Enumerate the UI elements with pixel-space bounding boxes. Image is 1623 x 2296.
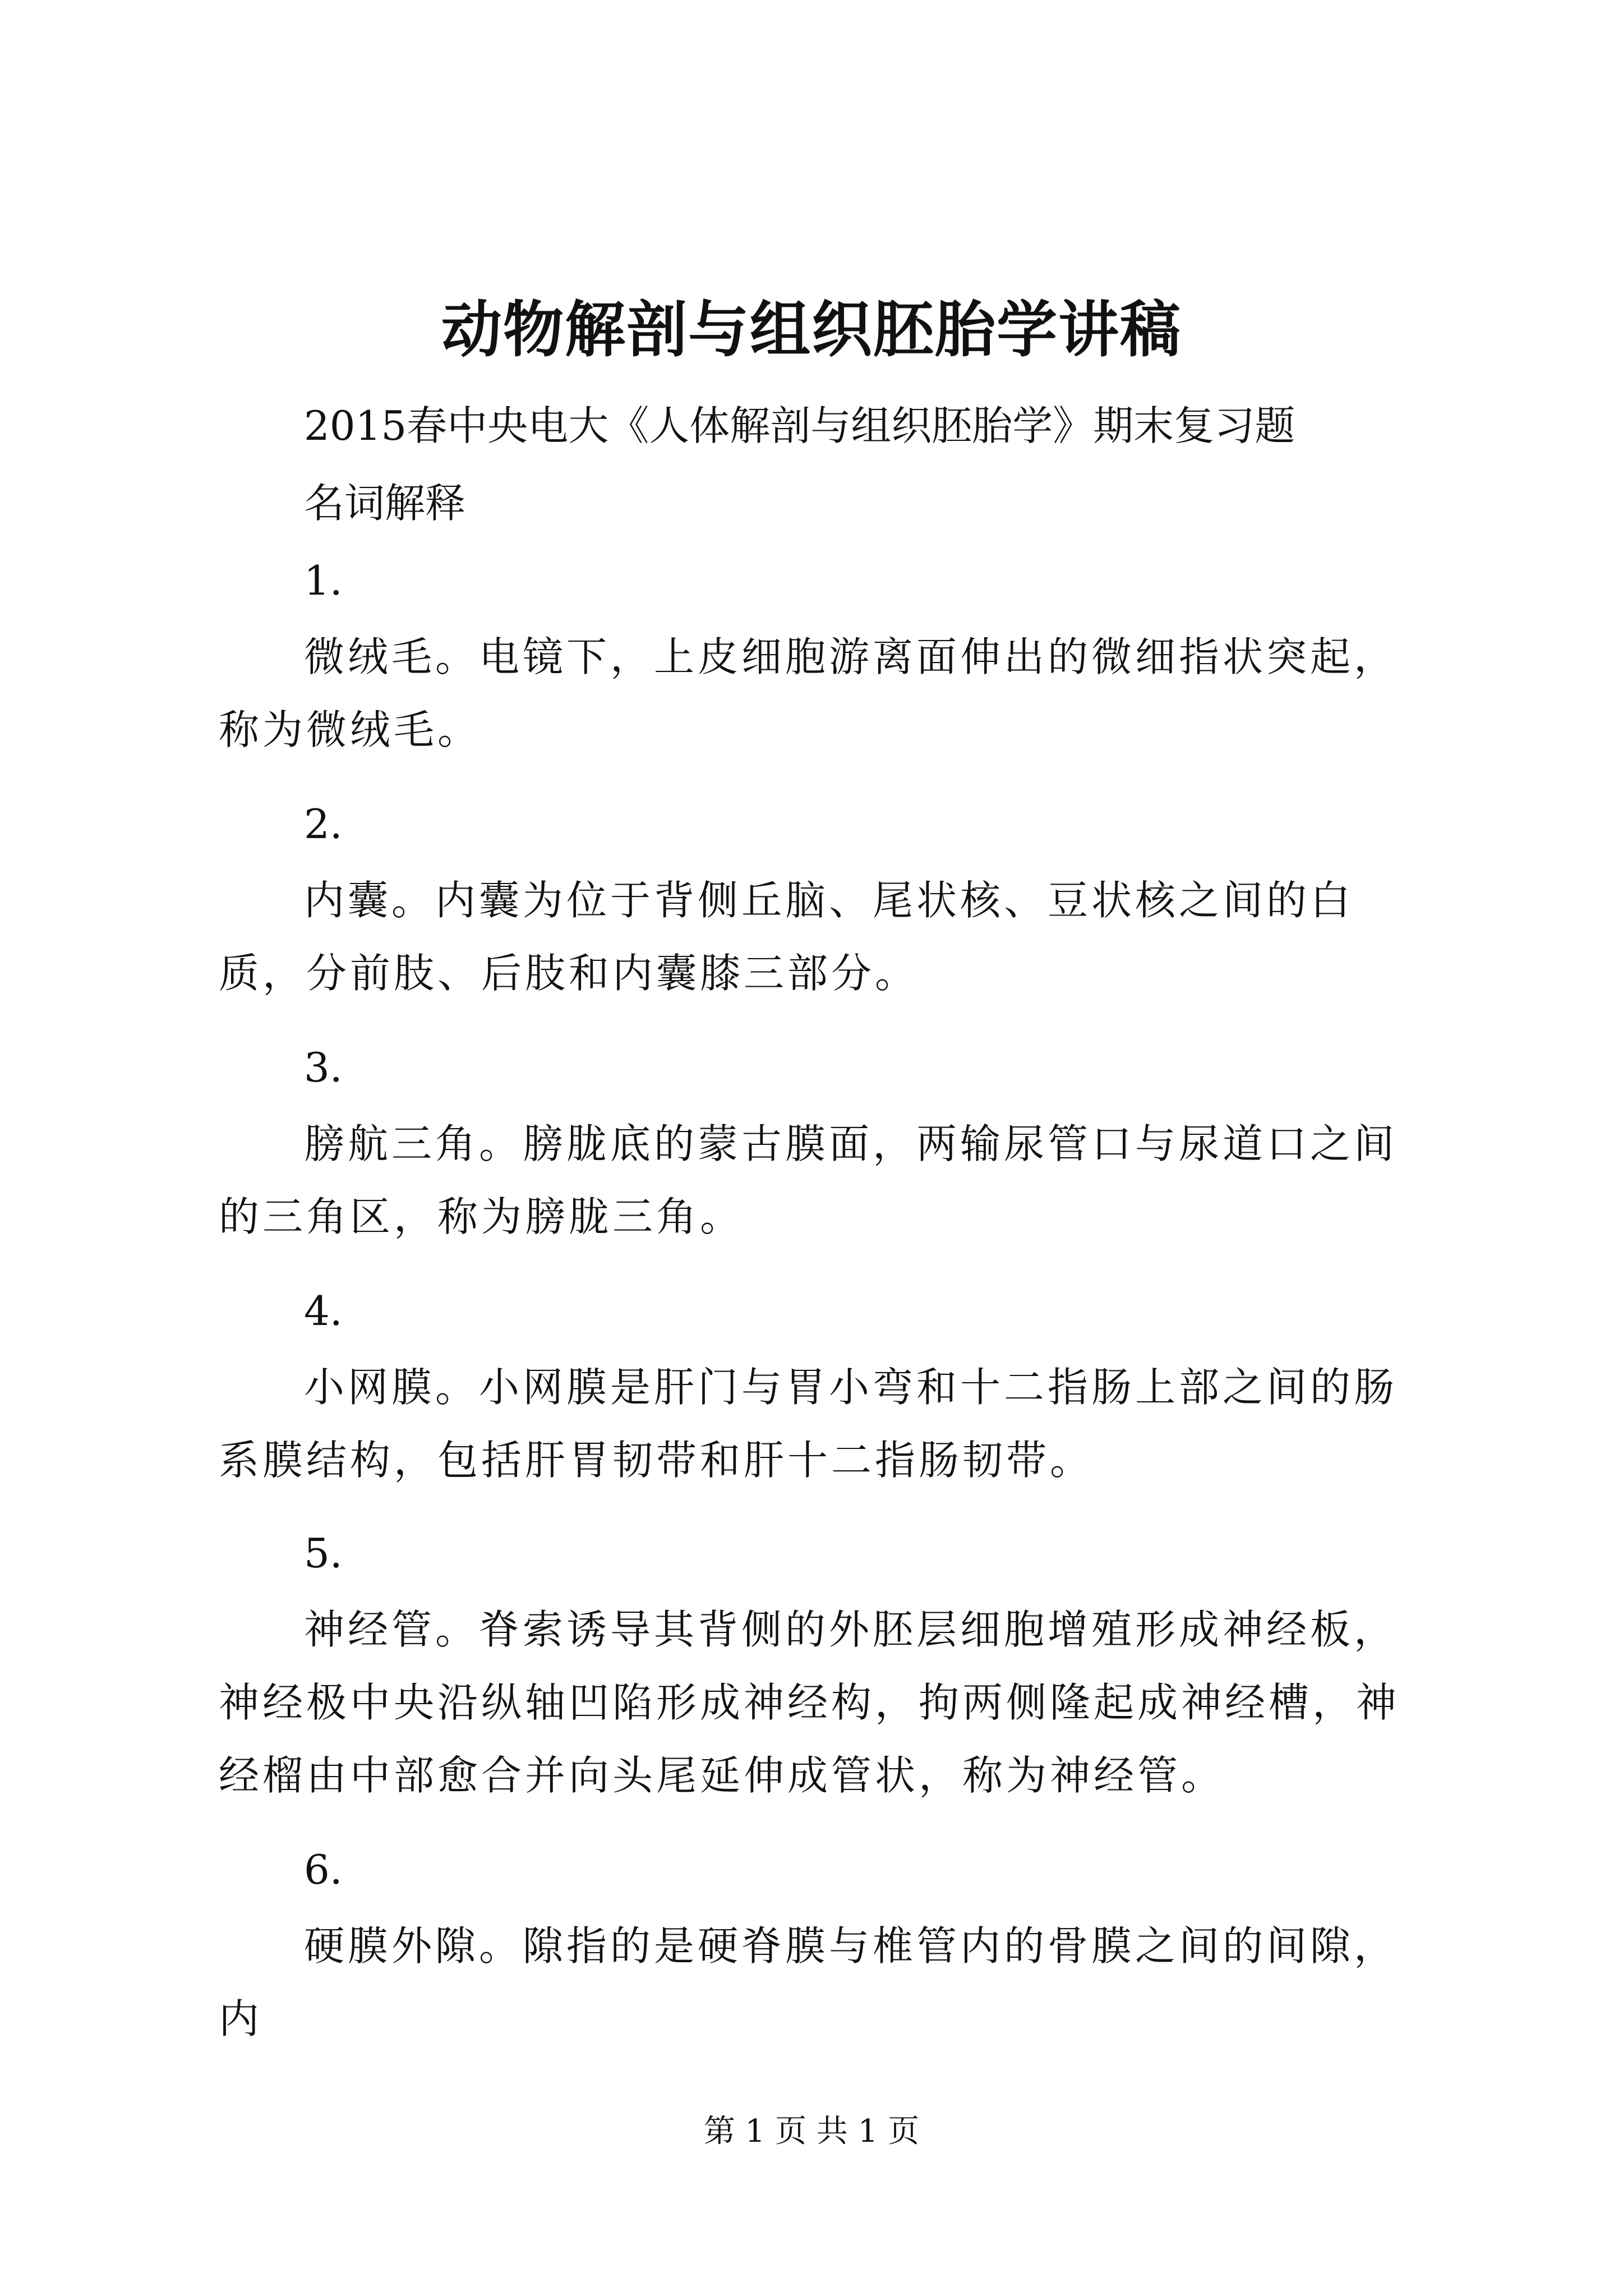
item-number: 4. xyxy=(304,1287,343,1335)
page-footer: 第 1 页 共 1 页 xyxy=(703,2113,920,2150)
item-number: 1. xyxy=(304,557,343,604)
item-number: 6. xyxy=(304,1846,343,1893)
item-text: 内囊。内囊为位于背侧丘脑、尾状核、豆状核之间的白质，分前肢、后肢和内囊膝三部分。 xyxy=(219,877,1354,997)
item-number: 5. xyxy=(304,1530,343,1577)
section-heading: 名词解释 xyxy=(304,480,466,527)
item-number: 2. xyxy=(304,800,343,848)
item-number: 3. xyxy=(304,1044,343,1091)
document-title: 动物解剖与组织胚胎学讲稿 xyxy=(441,295,1182,365)
document-subtitle: 2015春中央电大《人体解剖与组织胚胎学》期末复习题 xyxy=(304,402,1295,449)
item-text: 小网膜。小网膜是肝门与胃小弯和十二指肠上部之间的肠系膜结构，包括肝胃韧带和肝十二指肠韧带。 xyxy=(219,1364,1398,1484)
item-text: 神经管。脊索诱导其背侧的外胚层细胞增殖形成神经板，神经极中央沿纵轴凹陷形成神经构，拘两侧隆起成神经槽，神经榴由中部愈合并向头尾延伸成管状，称为神经管。 xyxy=(219,1606,1400,1799)
item-text: 膀航三角。膀胧底的蒙古膜面，两输尿管口与尿道口之间的三角区，称为膀胧三角。 xyxy=(219,1120,1398,1240)
item-text: 微绒毛。电镜下，上皮细胞游离面伸出的微细指状突起，称为微绒毛。 xyxy=(219,633,1398,753)
item-text: 硬膜外隙。隙指的是硬脊膜与椎管内的骨膜之间的间隙，内 xyxy=(219,1922,1398,2042)
